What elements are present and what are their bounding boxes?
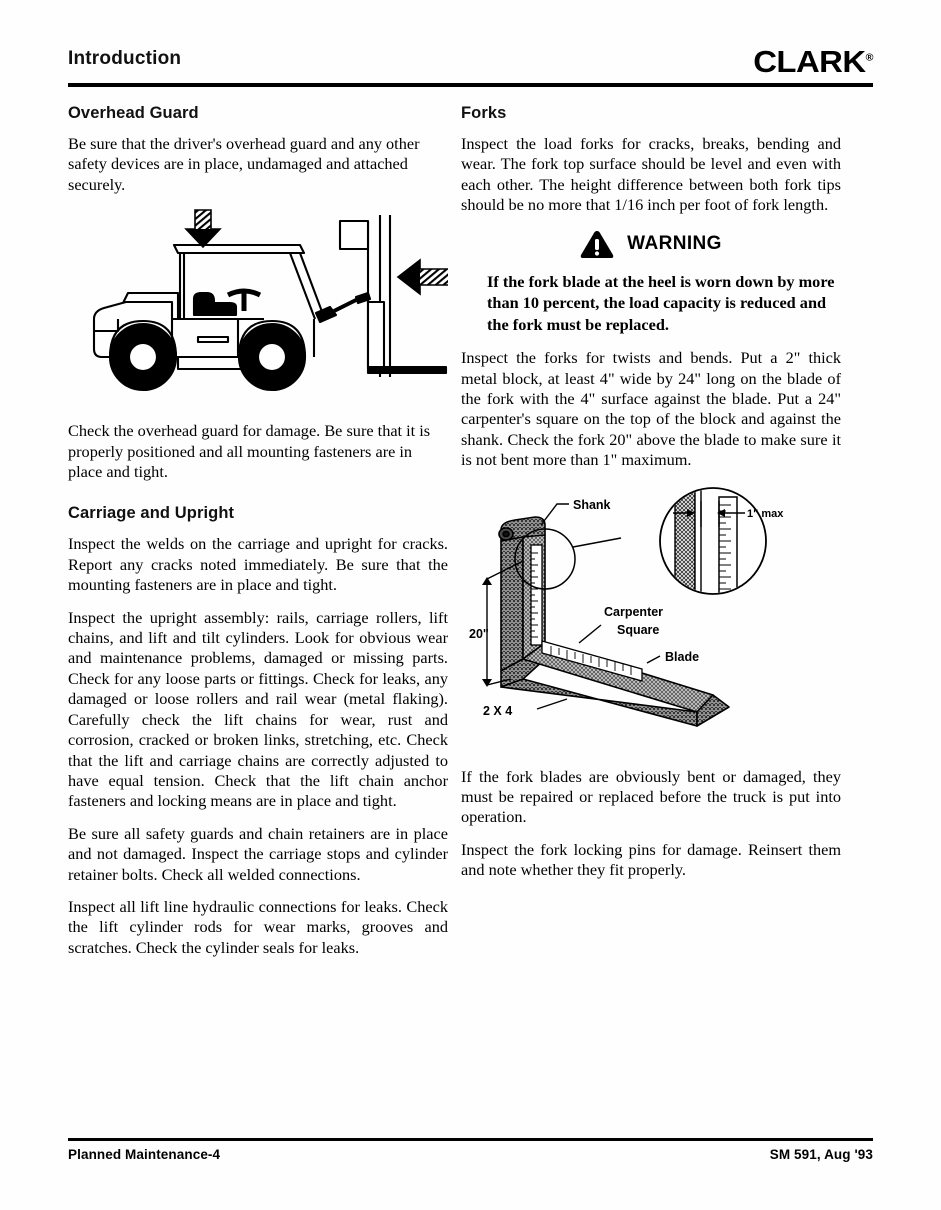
label-20-inch: 20" [469,626,489,641]
heading-forks: Forks [461,104,507,122]
fork-measurement-diagram [461,483,841,753]
label-carpenter: Carpenter [604,604,664,619]
overhead-guard-paragraph-2: Check the overhead guard for damage. Be sure that it is properly positioned and all mounting fasteners are in place and tight. [68,421,431,482]
page-title: Introduction [68,48,182,69]
page-header [68,44,873,92]
left-column [68,104,448,958]
page-footer [68,1138,873,1167]
warning-header [461,230,841,259]
forks-paragraph-3: If the fork blades are obviously bent or damaged, they must be repaired or replaced before the truck is put into operation. [461,766,841,827]
forks-paragraph-2: Inspect the forks for twists and bends. Put a 2" thick metal block, at least 4" wide by 24" long on the blade of the fork with the 4" surface against the blade. Put a 24" carpenter's square on the top of the block and against the shank. Check the fork 20" above the blade to make sure it is not bent more than 1" maximum. [461,348,841,470]
label-shank: Shank [573,497,611,512]
label-blade: Blade [665,649,700,664]
forks-paragraph-1: Inspect the load forks for cracks, breaks, bending and wear. The fork top surface should be level and even with each other. The height difference between both fork tips should be no more that 1/16 inch per foot of fork length. [461,134,841,215]
forks-paragraph-4: Inspect the fork locking pins for damage. Reinsert them and note whether they fit properly. [461,839,841,880]
warning-triangle-icon [580,230,614,259]
warning-text: If the fork blade at the heel is worn down by more than 10 percent, the load capacity is reduced and the fork must be replaced. [487,271,835,334]
clark-logo-text: CLARK [753,44,866,79]
registered-trademark-icon: ® [865,52,873,64]
arrow-left-upright [398,260,448,294]
footer-document-id: SM 591, Aug '93 [769,1147,873,1162]
carriage-paragraph-4: Inspect all lift line hydraulic connections for leaks. Check the lift cylinder rods for wear marks, grooves and scratches. Check the cylinder seals for leaks. [68,896,448,957]
carriage-paragraph-1: Inspect the welds on the carriage and upright for cracks. Report any cracks noted immediately. Be sure that the mounting fasteners are in place and tight. [68,534,448,595]
overhead-guard-paragraph-1: Be sure that the driver's overhead guard and any other safety devices are in place, undamaged and attached securely. [68,134,420,194]
arrow-down-overhead-guard [186,210,220,247]
label-2x4: 2 X 4 [483,703,513,718]
heading-overhead-guard: Overhead Guard [68,104,199,122]
header-divider [68,83,873,87]
label-square: Square [617,622,660,637]
carriage-paragraph-2: Inspect the upright assembly: rails, carriage rollers, lift chains, and lift and tilt cylinders. Look for obvious wear and maintenance problems, damaged or missing parts. Check for any loose parts or fittings. Check for leaks, any damaged or loose rollers and rail wear (metal flaking). Carefully check the lift chains for wear, rust and corrosion, cracked or broken links, stretching, etc. Check that the lift and carriage chains are correctly adjusted to have equal tension. Check that the lift chain anchor fasteners and locking means are in place and tight. [68,607,448,811]
clark-logo [753,44,873,80]
fork-inset-detail [660,483,784,603]
footer-section-label: Planned Maintenance-4 [68,1147,221,1162]
carriage-paragraph-3: Be sure all safety guards and chain retainers are in place and not damaged. Inspect the carriage stops and cylinder retainer bolts. Check all welded connections. [68,823,448,884]
forklift-side-view-diagram [68,207,448,407]
right-column [461,104,841,881]
label-one-inch-max: 1" max [747,507,784,520]
heading-carriage-and-upright: Carriage and Upright [68,504,235,523]
footer-divider [68,1138,873,1141]
warning-label: WARNING [627,233,722,255]
